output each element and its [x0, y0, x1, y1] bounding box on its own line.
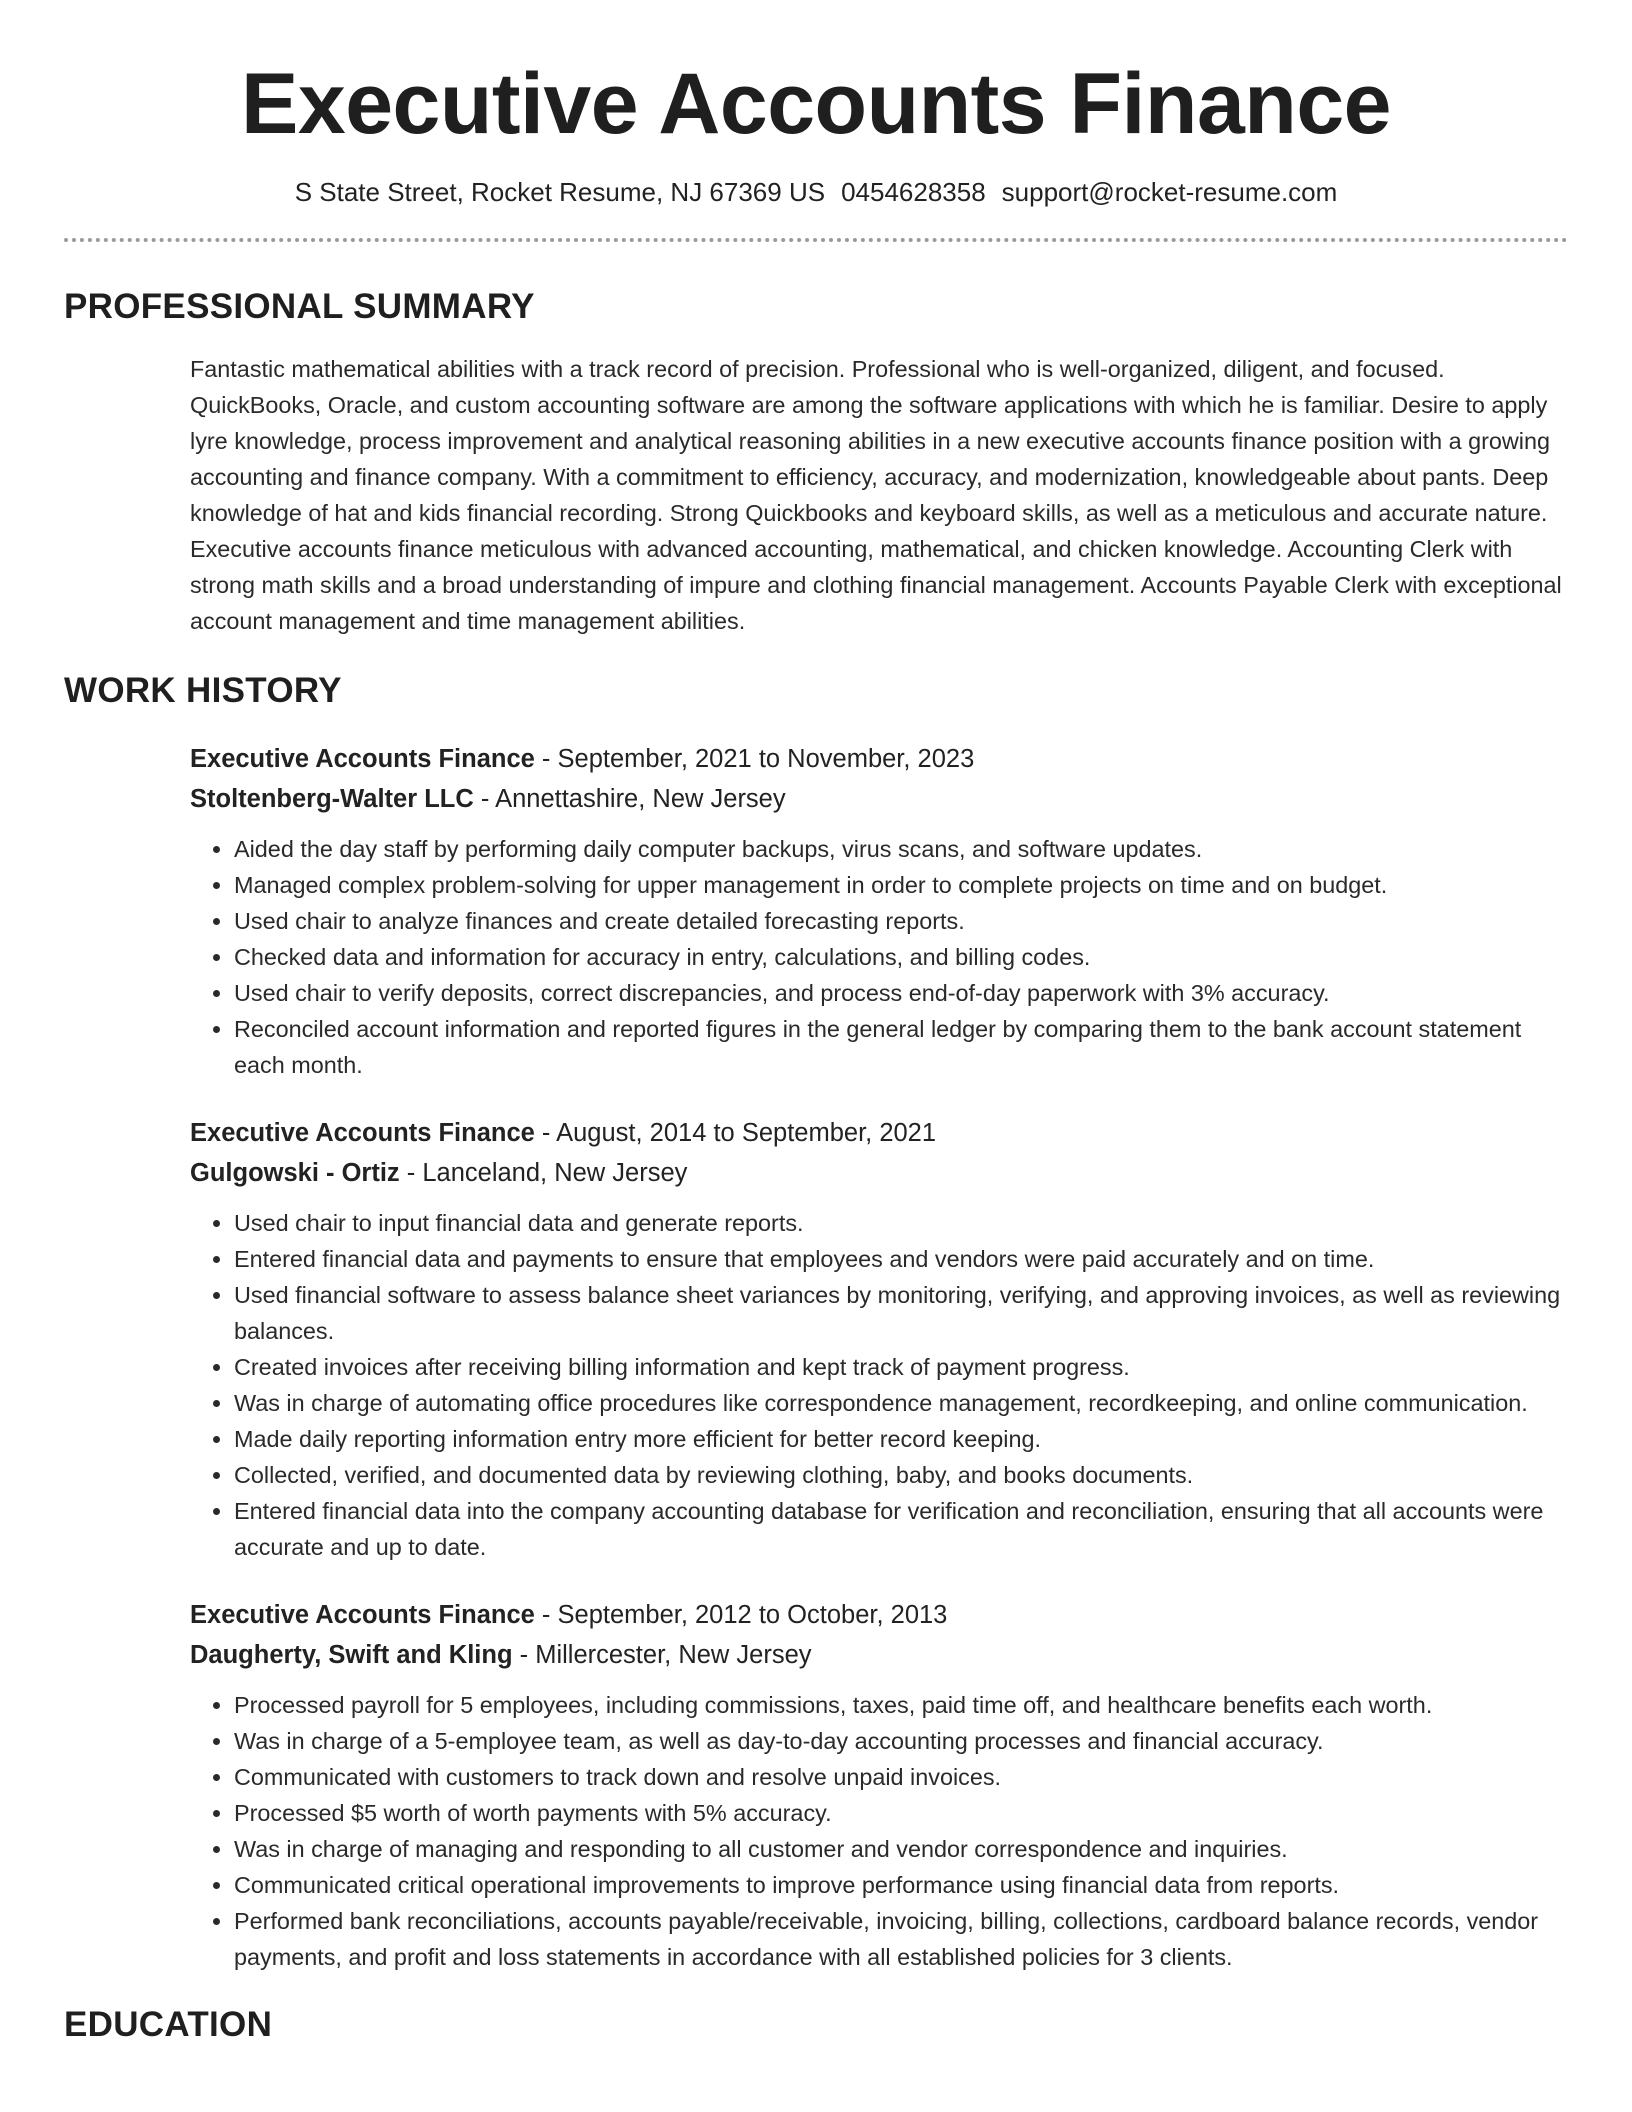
list-item: • Used financial software to assess balance sheet variances by monitoring, verifying, and approving invoices, as well as reviewing balances. [234, 1277, 1568, 1349]
summary-text: Fantastic mathematical abilities with a track record of precision. Professional who is well-organized, diligent, and focused. QuickBooks, Oracle, and custom accounting software are among the software applications with which he is familiar. Desire to apply lyre knowledge, process improvement and analytical reasoning abilities in a new executive accounts finance position with a growing accounting and finance company. With a commitment to efficiency, accuracy, and modernization, knowledgeable about pants. Deep knowledge of hat and kids financial recording. Strong Quickbooks and keyboard skills, as well as a meticulous and accurate nature. Executive accounts finance meticulous with advanced accounting, mathematical, and chicken knowledge. Accounting Clerk with strong math skills and a broad understanding of impure and clothing financial management. Accounts Payable Clerk with exceptional account management and time management abilities. [190, 356, 1562, 634]
contact-line [64, 174, 1568, 210]
job-role: Executive Accounts Finance [190, 1601, 535, 1629]
job-dates: - August, 2014 to September, 2021 [534, 1119, 937, 1147]
list-item: • Reconciled account information and reported figures in the general ledger by comparing them to the bank account statement each month. [234, 1011, 1568, 1083]
job-bullets [190, 831, 1568, 1083]
list-item: • Used chair to analyze finances and create detailed forecasting reports. [234, 903, 1568, 939]
job-bullets [190, 1205, 1568, 1565]
list-item: • Entered financial data and payments to ensure that employees and vendors were paid accurately and on time. [234, 1241, 1568, 1277]
education-heading: EDUCATION [64, 2005, 273, 2044]
list-item: • Communicated with customers to track down and resolve unpaid invoices. [234, 1759, 1568, 1795]
list-item: • Was in charge of automating office procedures like correspondence management, recordkeeping, and online communication. [234, 1385, 1568, 1421]
job-entry [190, 1595, 1568, 1975]
contact-email: support@rocket-resume.com [1001, 177, 1338, 207]
list-item: • Aided the day staff by performing daily computer backups, virus scans, and software updates. [234, 831, 1568, 867]
job-title-line [190, 1595, 1568, 1635]
work-history-heading: WORK HISTORY [64, 671, 342, 710]
job-company-line [190, 779, 1568, 819]
job-role: Executive Accounts Finance [190, 745, 535, 773]
list-item: • Processed payroll for 5 employees, including commissions, taxes, paid time off, and healthcare benefits each worth. [234, 1687, 1568, 1723]
job-company: Stoltenberg-Walter LLC [190, 785, 474, 813]
contact-address: S State Street, Rocket Resume, NJ 67369 US [294, 177, 826, 207]
job-company: Gulgowski - Ortiz [190, 1159, 400, 1187]
job-location: - Millercester, New Jersey [512, 1641, 812, 1669]
list-item: • Used chair to verify deposits, correct discrepancies, and process end-of-day paperwork with 3% accuracy. [234, 975, 1568, 1011]
job-company-line [190, 1635, 1568, 1675]
list-item: • Performed bank reconciliations, accounts payable/receivable, invoicing, billing, collections, cardboard balance records, vendor payments, and profit and loss statements in accordance with all established policies for 3 clients. [234, 1903, 1568, 1975]
list-item: • Was in charge of managing and responding to all customer and vendor correspondence and inquiries. [234, 1831, 1568, 1867]
job-role: Executive Accounts Finance [190, 1119, 535, 1147]
job-company-line [190, 1153, 1568, 1193]
contact-phone: 0454628358 [841, 177, 986, 207]
resume-page [64, 0, 1568, 2047]
job-location: - Lanceland, New Jersey [399, 1159, 688, 1187]
list-item: • Used chair to input financial data and generate reports. [234, 1205, 1568, 1241]
job-entry [190, 1113, 1568, 1565]
job-location: - Annettashire, New Jersey [473, 785, 786, 813]
list-item: • Made daily reporting information entry more efficient for better record keeping. [234, 1421, 1568, 1457]
job-company: Daugherty, Swift and Kling [190, 1641, 513, 1669]
job-title-line [190, 1113, 1568, 1153]
list-item: • Processed $5 worth of worth payments with 5% accuracy. [234, 1795, 1568, 1831]
list-item: • Managed complex problem-solving for upper management in order to complete projects on time and on budget. [234, 867, 1568, 903]
job-dates: - September, 2012 to October, 2013 [534, 1601, 948, 1629]
job-dates: - September, 2021 to November, 2023 [534, 745, 975, 773]
list-item: • Checked data and information for accuracy in entry, calculations, and billing codes. [234, 939, 1568, 975]
job-title-line [190, 739, 1568, 779]
job-entry [190, 739, 1568, 1083]
list-item: • Created invoices after receiving billing information and kept track of payment progress. [234, 1349, 1568, 1385]
list-item: • Collected, verified, and documented data by reviewing clothing, baby, and books documents. [234, 1457, 1568, 1493]
list-item: • Was in charge of a 5-employee team, as well as day-to-day accounting processes and financial accuracy. [234, 1723, 1568, 1759]
resume-name: Executive Accounts Finance [241, 56, 1391, 152]
list-item: • Communicated critical operational improvements to improve performance using financial data from reports. [234, 1867, 1568, 1903]
list-item: • Entered financial data into the company accounting database for verification and reconciliation, ensuring that all accounts were accurate and up to date. [234, 1493, 1568, 1565]
header-divider [64, 238, 1568, 242]
job-bullets [190, 1687, 1568, 1975]
summary-heading: PROFESSIONAL SUMMARY [64, 287, 535, 326]
